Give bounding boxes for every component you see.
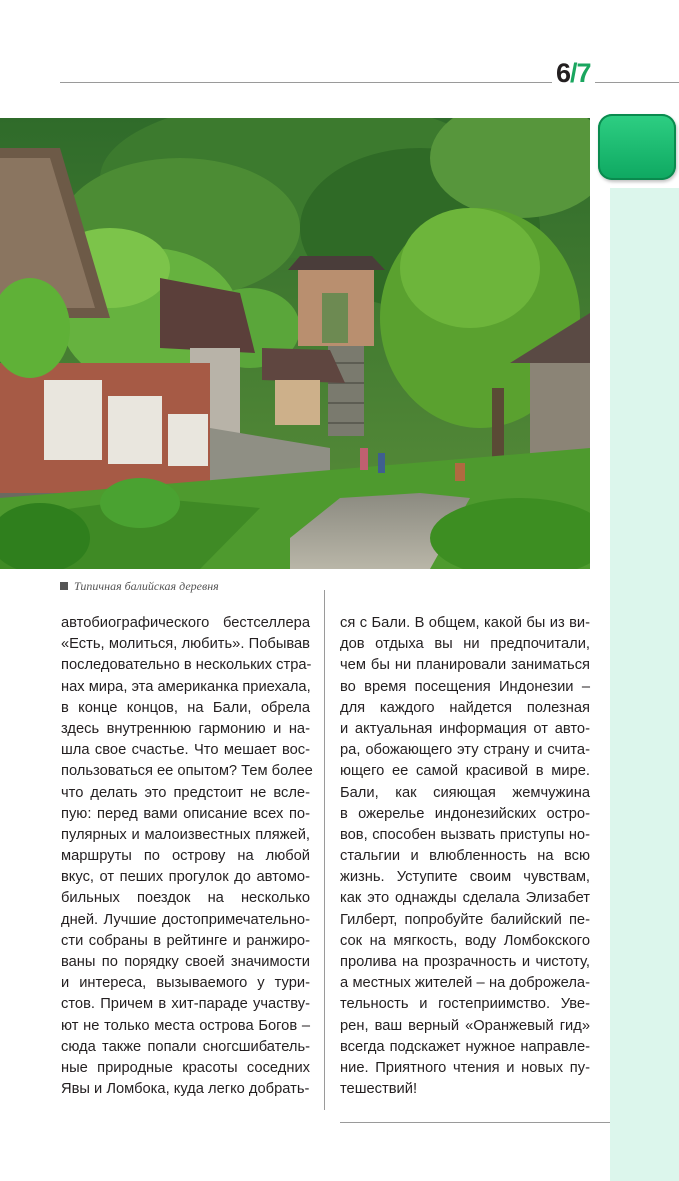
text-line: автобиографического бестселлера (61, 615, 310, 631)
page-counter (552, 56, 595, 90)
column-divider (324, 590, 325, 1110)
text-line: чем бы ни планировали заниматься (340, 657, 590, 674)
page-separator: / (570, 58, 577, 88)
text-line: последовательно в нескольких стра- (61, 657, 312, 674)
text-line: ся с Бали. В общем, какой бы из ви- (340, 615, 590, 631)
text-line: жизнь. Уступите своим чувствам, (340, 869, 590, 886)
text-line: стов. Причем в хит-параде участву- (61, 996, 310, 1013)
text-line: ющего ее самой красивой в мире. (340, 763, 590, 780)
text-line: шла свое счастье. Что мешает вос- (61, 742, 310, 759)
text-line: дней. Лучшие достопримечательно- (61, 911, 310, 928)
text-line: пую: перед вами описание всех по- (61, 805, 310, 822)
text-line: сти собраны в рейтинге и ранжиро- (61, 932, 310, 949)
text-line: сок на мягкость, воду Ломбокского (340, 932, 590, 949)
village-photo (0, 118, 590, 569)
text-line: для каждого найдется полезная (340, 699, 590, 716)
page-current: 6 (556, 58, 571, 88)
photo-caption (60, 578, 219, 594)
text-line: ные природные красоты соседних (61, 1059, 310, 1076)
article-column-left (61, 613, 313, 1100)
text-line: что делать это предстоит не всле- (61, 784, 310, 801)
text-line: в конце концов, на Бали, обрела (61, 699, 310, 716)
text-line: пролива на прозрачность и чистоту, (340, 954, 590, 970)
text-line: здесь внутреннюю гармонию и на- (61, 720, 310, 737)
text-line: во время посещения Индонезии – (340, 678, 590, 695)
text-line: вкус, от пеших прогулок до автомо- (61, 869, 310, 886)
text-line: и актуальная информация от авто- (340, 720, 590, 737)
text-line: как это однажды сделала Элизабет (340, 890, 590, 907)
chapter-tab-button[interactable] (598, 114, 676, 180)
text-line: Гилберт, попробуйте балийский пе- (340, 911, 590, 928)
text-line: стальгии и влюбленность на всю (340, 848, 590, 865)
text-line: ют не только места острова Богов – (61, 1017, 310, 1034)
text-line: дов отдыха вы ни предпочитали, (340, 636, 590, 653)
text-line: тешествий! (340, 1081, 418, 1098)
article-column-right (340, 613, 590, 1100)
text-line: ваны по порядку своей значимости (61, 954, 310, 970)
text-line: Бали, как сияющая жемчужина (340, 784, 590, 801)
text-line: сюда также попали сногсшибатель- (61, 1038, 310, 1055)
text-line: Явы и Ломбока, куда легко добрать- (61, 1081, 310, 1098)
text-line: ние. Приятного чтения и новых пу- (340, 1059, 590, 1076)
text-line: тельность и гостеприимство. Уве- (340, 996, 590, 1013)
text-line: вов, способен вызвать приступы но- (340, 826, 590, 843)
page-total: 7 (576, 58, 591, 88)
caption-text: Типичная балийская деревня (74, 579, 219, 593)
text-line: а местных жителей – на доброжела- (340, 975, 590, 992)
text-line: «Есть, молиться, любить». Побывав (61, 636, 310, 653)
text-line: бильных поездок на несколько (61, 890, 310, 907)
text-line: в ожерелье индонезийских остро- (340, 805, 590, 822)
footer-rule (340, 1122, 610, 1123)
text-line: пулярных и малоизвестных пляжей, (61, 826, 310, 843)
text-line: нах мира, эта американка приехала, (61, 678, 311, 695)
text-line: маршруты по острову на любой (61, 848, 310, 865)
text-line: и интереса, вызываемого у тури- (61, 975, 310, 992)
side-accent-strip (610, 188, 679, 1181)
text-line: всегда подскажет нужное направле- (340, 1038, 590, 1055)
text-line: рен, ваш верный «Оранжевый гид» (340, 1017, 590, 1034)
caption-square-icon (60, 582, 68, 590)
text-line: пользоваться ее опытом? Тем более (61, 763, 313, 780)
text-line: ра, обожающего эту страну и счита- (340, 742, 590, 759)
